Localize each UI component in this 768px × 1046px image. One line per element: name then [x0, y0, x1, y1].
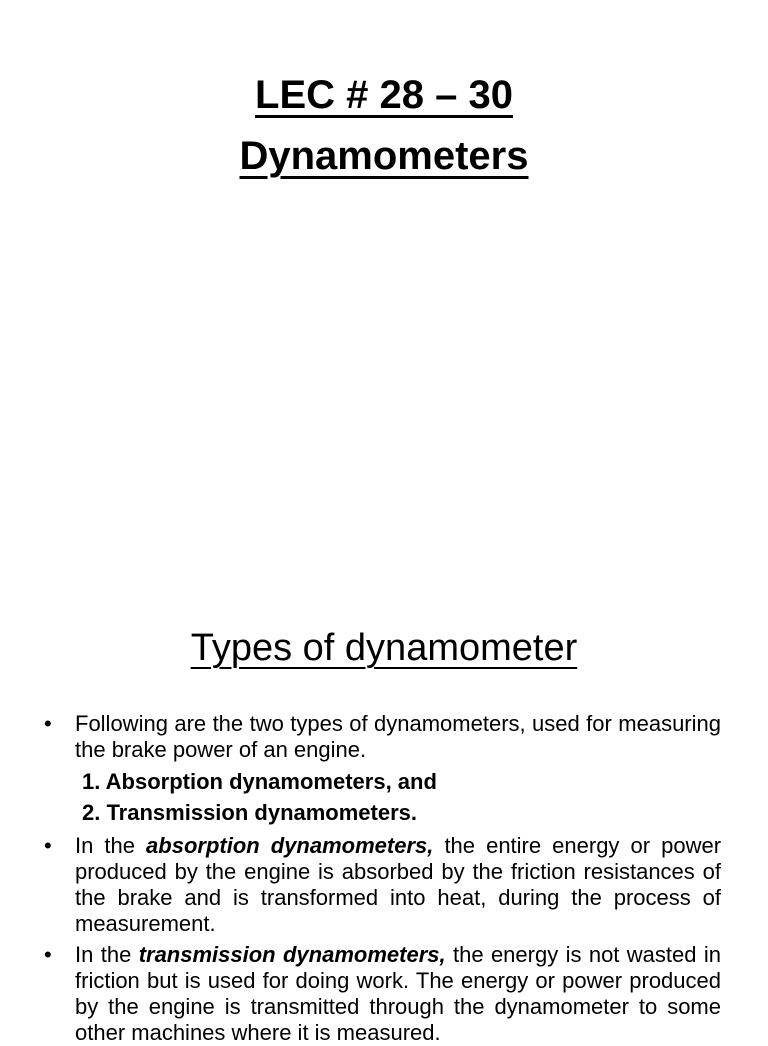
numbered-item-1: 1. Absorption dynamometers, and [82, 769, 437, 794]
numbered-item-2: 2. Transmission dynamometers. [82, 800, 418, 825]
bullet-marker: • [44, 711, 52, 736]
slide-title-line-1: LEC # 28 – 30 [255, 73, 513, 117]
section-heading: Types of dynamometer [190, 627, 578, 669]
bullet-text-2-rest: the entire energy or power produced by the engine is absorbed by the friction resistances of the brake and is transformed into heat, during the process of measurement. [75, 833, 722, 936]
bullet-marker: • [44, 833, 52, 858]
bullet-text-3-lead: In the [75, 942, 139, 967]
bullet-text-3-emphasis: transmission dynamometers, [138, 942, 446, 967]
bullet-text-2-lead: In the [75, 833, 147, 858]
bullet-text-3 [75, 942, 721, 1046]
slide-title-line-2: Dynamometers [239, 134, 529, 178]
bullet-text-3-rest: the energy is not wasted in friction but is used for doing work. The energy or power produced by the engine is transmitted through the dynamometer to some other machines where it is measured. [75, 942, 721, 1045]
bullet-text-2-emphasis: absorption dynamometers, [146, 833, 434, 858]
bullet-text-1: Following are the two types of dynamometers, used for measuring the brake power of an engine. [75, 711, 721, 762]
bullet-marker: • [44, 942, 52, 967]
bullet-text-2 [75, 833, 721, 937]
